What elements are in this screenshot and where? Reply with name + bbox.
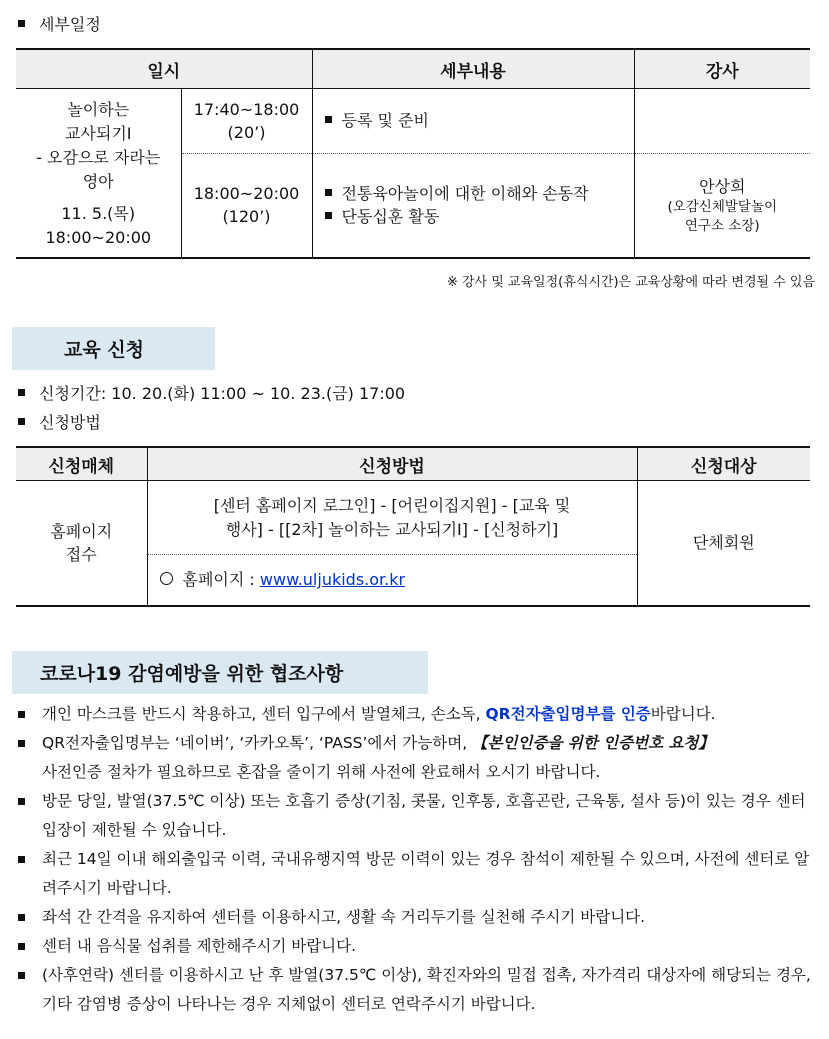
list-item: 등록 및 준비 bbox=[325, 109, 633, 132]
homepage-link[interactable]: www.uljukids.or.kr bbox=[259, 570, 406, 590]
details-cell bbox=[312, 89, 634, 154]
square-bullet-icon bbox=[325, 116, 332, 123]
method-path-cell: [센터 홈페이지 로그인] - [어린이집지원] - [교육 및 행사] - [[2차] 놀이하는 교사되기Ⅰ] - [신청하기] bbox=[147, 481, 637, 555]
square-bullet-icon bbox=[18, 856, 25, 863]
program-time: 18:00~20:00 bbox=[45, 228, 152, 248]
square-bullet-icon bbox=[18, 972, 25, 979]
square-bullet-icon bbox=[18, 798, 25, 805]
section-title-covid: 코로나19 감염예방을 위한 협조사항 bbox=[12, 651, 428, 694]
list-item: 단동십훈 활동 bbox=[325, 205, 633, 228]
square-bullet-icon bbox=[18, 914, 25, 921]
program-cell: 놀이하는 교사되기Ⅰ - 오감으로 자라는 영아 11. 5.(목) 18:00~20:00 bbox=[16, 89, 181, 258]
instructor-cell: 안상희 (오감신체발달놀이 연구소 소장) bbox=[634, 154, 810, 258]
homepage-cell: 홈페이지 : www.uljukids.or.kr bbox=[147, 555, 637, 606]
covid-list bbox=[18, 700, 818, 1019]
table-row bbox=[16, 89, 810, 154]
schedule-note: ※ 강사 및 교육일정(휴식시간)은 교육상황에 따라 변경될 수 있음 bbox=[446, 275, 815, 290]
instructor-empty-cell bbox=[634, 89, 810, 154]
header-media: 신청매체 bbox=[16, 447, 147, 481]
application-method-label: 신청방법 bbox=[18, 410, 101, 433]
list-item: 센터 내 음식물 섭취를 제한해주시기 바랍니다. bbox=[18, 932, 818, 961]
header-instructor: 강사 bbox=[634, 49, 810, 89]
header-target: 신청대상 bbox=[637, 447, 810, 481]
circle-bullet-icon bbox=[160, 572, 173, 585]
application-period: 신청기간: 10. 20.(화) 11:00 ~ 10. 23.(금) 17:00 bbox=[18, 381, 405, 404]
square-bullet-icon bbox=[18, 418, 25, 425]
square-bullet-icon bbox=[18, 943, 25, 950]
time-cell: 17:40~18:00 (20’) bbox=[181, 89, 312, 154]
list-item: 개인 마스크를 반드시 착용하고, 센터 입구에서 발열체크, 손소독, QR전자출입명부를 인증바랍니다. bbox=[18, 700, 818, 729]
square-bullet-icon bbox=[18, 740, 25, 747]
square-bullet-icon bbox=[18, 20, 25, 27]
time-cell: 18:00~20:00 (120’) bbox=[181, 154, 312, 258]
list-item: (사후연락) 센터를 이용하시고 난 후 발열(37.5℃ 이상), 확진자와의 밀접 접촉, 자가격리 대상자에 해당되는 경우, 기타 감염병 증상이 나타나는 경우 지체없이 센터로 연락주시기 바랍니다. bbox=[18, 961, 818, 1019]
schedule-table bbox=[16, 48, 810, 259]
square-bullet-icon bbox=[325, 189, 332, 196]
instructor-name: 안상희 bbox=[699, 176, 746, 196]
square-bullet-icon bbox=[18, 389, 25, 396]
target-cell: 단체회원 bbox=[637, 481, 810, 606]
header-datetime: 일시 bbox=[16, 49, 312, 89]
schedule-header-row bbox=[16, 49, 810, 89]
application-header-row bbox=[16, 447, 810, 481]
details-cell bbox=[312, 154, 634, 258]
header-method: 신청방법 bbox=[147, 447, 637, 481]
list-item: 방문 당일, 발열(37.5℃ 이상) 또는 호흡기 증상(기침, 콧물, 인후통, 호흡곤란, 근육통, 설사 등)이 있는 경우 센터 입장이 제한될 수 있습니다. bbox=[18, 787, 818, 845]
list-item: QR전자출입명부는 ‘네이버’, ‘카카오톡’, ‘PASS’에서 가능하며, 【본인인증을 위한 인증번호 요청】 사전인증 절차가 필요하므로 혼잡을 줄이기 위해 사전에 완료해서 오시기 바랍니다. bbox=[18, 729, 818, 787]
list-item: 좌석 간 간격을 유지하여 센터를 이용하시고, 생활 속 거리두기를 실천해 주시기 바랍니다. bbox=[18, 903, 818, 932]
program-date: 11. 5.(목) bbox=[61, 204, 136, 224]
section-title-application: 교육 신청 bbox=[12, 327, 215, 370]
table-row bbox=[16, 481, 810, 555]
square-bullet-icon bbox=[325, 212, 332, 219]
application-table bbox=[16, 446, 810, 607]
list-item: 전통육아놀이에 대한 이해와 손동작 bbox=[325, 182, 633, 205]
square-bullet-icon bbox=[18, 711, 25, 718]
list-item: 최근 14일 이내 해외출입국 이력, 국내유행지역 방문 이력이 있는 경우 참석이 제한될 수 있으며, 사전에 센터로 알려주시기 바랍니다. bbox=[18, 845, 818, 903]
media-cell: 홈페이지 접수 bbox=[16, 481, 147, 606]
schedule-heading: 세부일정 bbox=[18, 12, 101, 35]
header-details: 세부내용 bbox=[312, 49, 634, 89]
